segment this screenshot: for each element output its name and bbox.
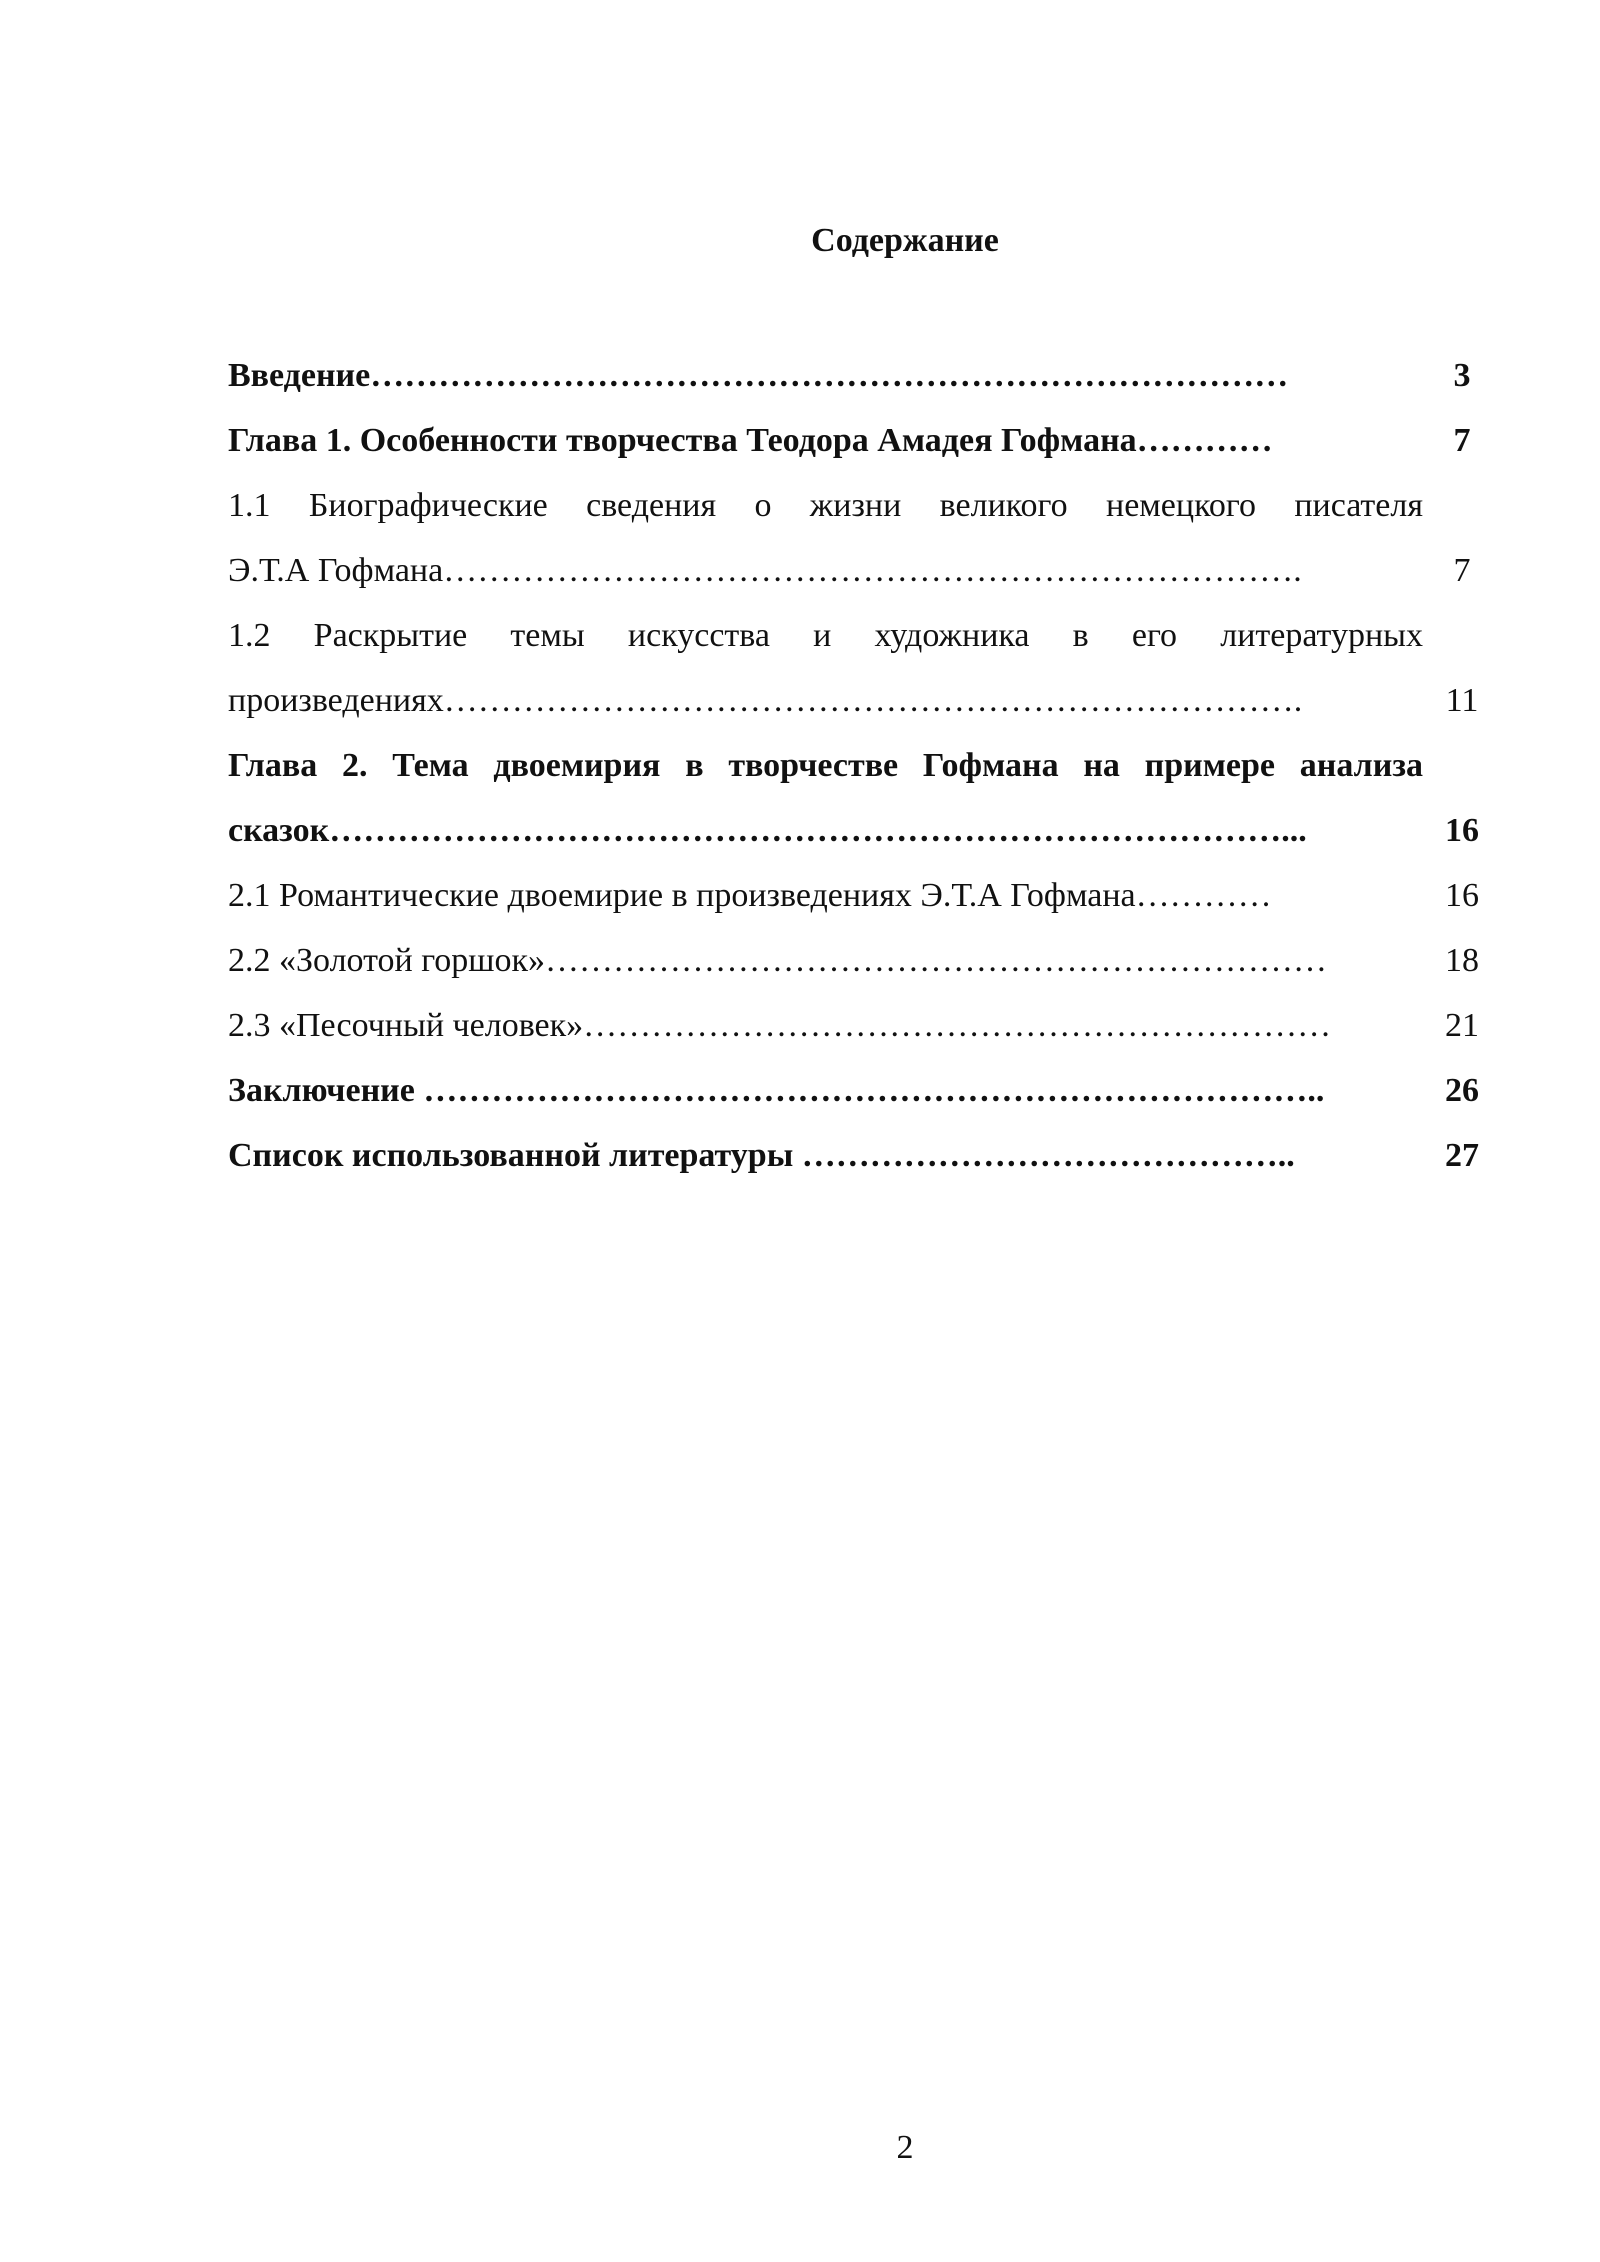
page-number: 2 [896,2129,914,2166]
toc-entry-section-2-3[interactable] [228,993,1492,1058]
toc-entry-section-1-1[interactable] [228,473,1492,538]
toc-entry-text: 1.2 Раскрытие темы искусства и художника в его литературных [228,617,1423,654]
toc-entry-page: 7 [1453,422,1471,459]
toc-entry-chapter-2[interactable] [228,733,1492,798]
toc-entry-page: 21 [1445,1007,1479,1044]
toc-entry-page: 27 [1445,1137,1479,1174]
toc-entry-page: 11 [1445,682,1479,719]
toc-entry-chapter-2-cont[interactable] [228,798,1492,863]
toc-entry-introduction[interactable] [228,343,1492,408]
toc-entry-text: Э.Т.А Гофмана…………………………………………………………………. [228,552,1302,589]
toc-entry-page: 16 [1445,812,1479,849]
toc-entry-text: Глава 2. Тема двоемирия в творчестве Гофмана на примере анализа [228,747,1423,784]
toc-entry-page: 16 [1445,877,1479,914]
toc-entry-text: 2.1 Романтические двоемирие в произведениях Э.Т.А Гофмана………… [228,877,1272,914]
table-of-contents [228,343,1492,1188]
toc-entry-bibliography[interactable] [228,1123,1492,1188]
toc-entry-section-1-1-cont[interactable] [228,538,1492,603]
toc-entry-chapter-1[interactable] [228,408,1492,473]
toc-entry-text: сказок…………………………………………………………………………... [228,812,1307,849]
toc-entry-text: произведениях…………………………………………………………………. [228,682,1303,719]
toc-entry-text: Заключение …………………………………………………………………….. [228,1072,1325,1109]
toc-entry-text: Список использованной литературы …………………………………….. [228,1137,1295,1174]
toc-entry-page: 3 [1453,357,1471,394]
toc-entry-section-1-2[interactable] [228,603,1492,668]
toc-entry-text: 1.1 Биографические сведения о жизни великого немецкого писателя [228,487,1423,524]
toc-entry-text: Введение……………………………………………………………………… [228,357,1289,394]
toc-entry-text: Глава 1. Особенности творчества Теодора Амадея Гофмана………… [228,422,1273,459]
toc-entry-page: 18 [1445,942,1479,979]
toc-entry-section-1-2-cont[interactable] [228,668,1492,733]
toc-entry-page: 26 [1445,1072,1479,1109]
toc-entry-page: 7 [1453,552,1471,589]
page-title: Содержание [811,222,999,259]
toc-entry-section-2-1[interactable] [228,863,1492,928]
toc-entry-text: 2.3 «Песочный человек»………………………………………………………… [228,1007,1332,1044]
toc-entry-text: 2.2 «Золотой горшок»…………………………………………………………… [228,942,1328,979]
toc-entry-section-2-2[interactable] [228,928,1492,993]
toc-entry-conclusion[interactable] [228,1058,1492,1123]
